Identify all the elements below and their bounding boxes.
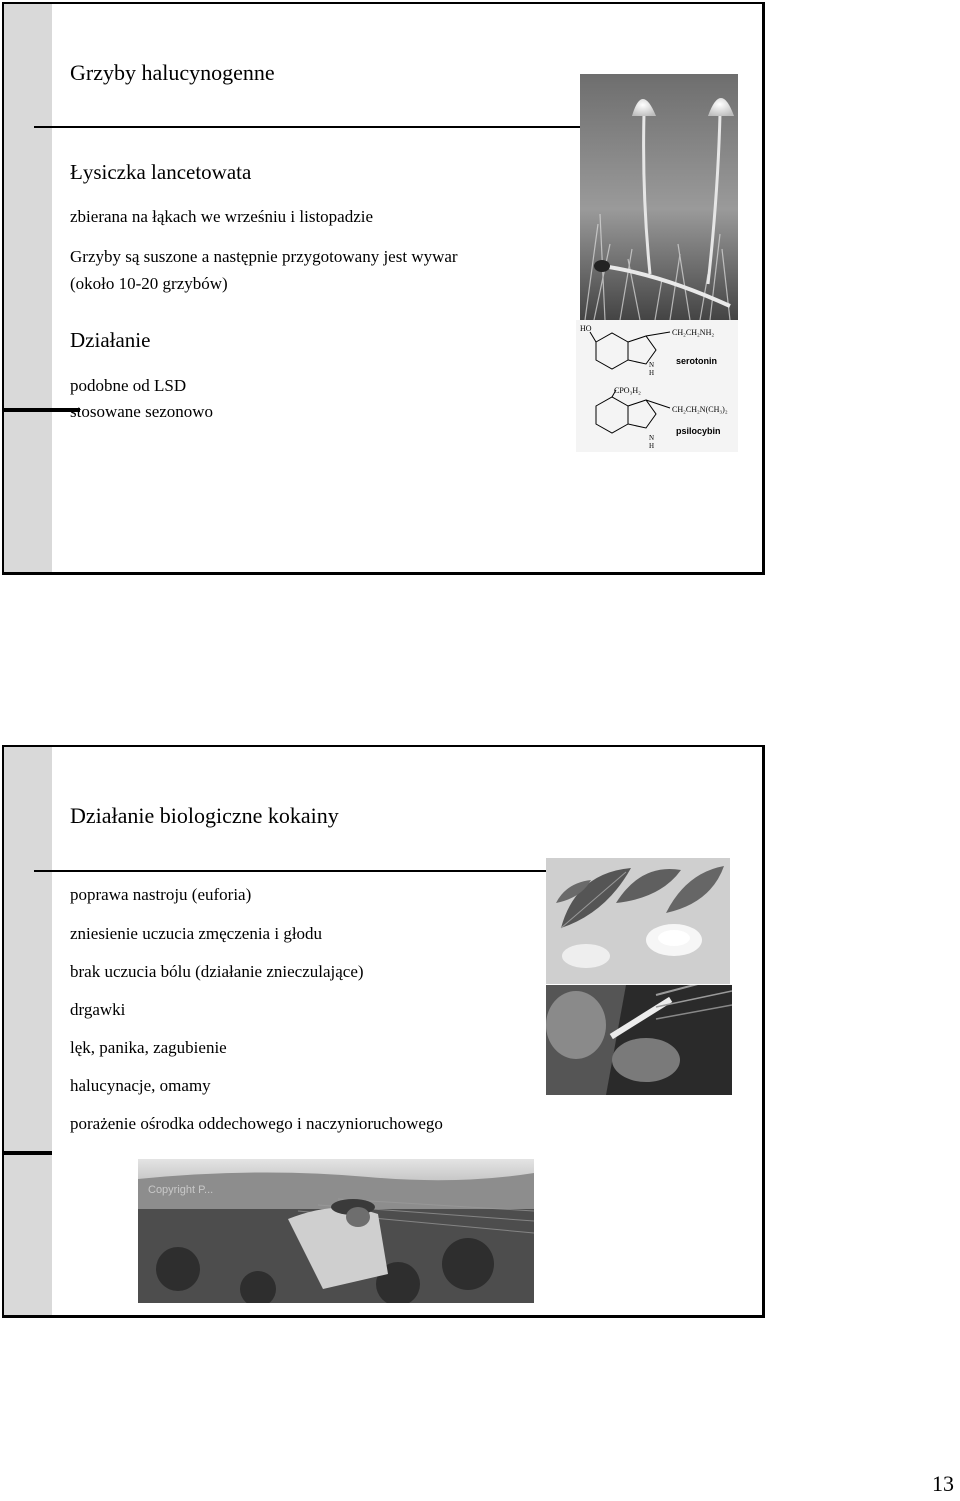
- text-line: zbierana na łąkach we wrześniu i listopadzie: [70, 207, 374, 226]
- text-line: Grzyby są suszone a następnie przygotowany jest wywar: [70, 247, 458, 266]
- side-rule: [4, 1151, 52, 1155]
- list-item: drgawki: [70, 1000, 126, 1019]
- chem-nitrogen: N: [649, 434, 655, 442]
- chem-hydrogen: H: [649, 442, 655, 450]
- list-item: halucynacje, omamy: [70, 1076, 211, 1095]
- text-line: podobne od LSD: [70, 376, 187, 395]
- molecule-name: psilocybin: [676, 426, 721, 436]
- cocaine-use-photo: [546, 985, 732, 1095]
- side-rule: [4, 408, 80, 412]
- list-item: zniesienie uczucia zmęczenia i głodu: [70, 924, 323, 943]
- mushroom-name: Łysiczka lancetowata: [70, 160, 252, 184]
- slide-2: [2, 745, 765, 1318]
- title-rule: [34, 870, 546, 872]
- page-number: 13: [932, 1471, 954, 1496]
- coca-field-photo: [138, 1159, 534, 1303]
- slide-title: Działanie biologiczne kokainy: [70, 803, 339, 828]
- chem-substituent: CPO₃H₂: [614, 386, 641, 395]
- chem-nitrogen: N: [649, 361, 655, 369]
- text-line: (około 10-20 grzybów): [70, 274, 228, 293]
- list-item: poprawa nastroju (euforia): [70, 885, 252, 904]
- text-line: stosowane sezonowo: [70, 402, 214, 421]
- slide-side-bar: [4, 747, 52, 1315]
- slide-side-bar: [4, 4, 52, 572]
- chem-chain: CH₂CH₂N(CH₃)₂: [672, 405, 728, 414]
- slide-1: [2, 2, 765, 575]
- mushroom-photo: [580, 74, 738, 320]
- molecule-name: serotonin: [676, 356, 718, 366]
- section-heading: Działanie: [70, 328, 151, 352]
- watermark-text: Copyright P...: [148, 1184, 214, 1196]
- chem-substituent: HO: [580, 324, 592, 333]
- list-item: brak uczucia bólu (działanie znieczulające): [70, 962, 364, 981]
- slide-title: Grzyby halucynogenne: [70, 60, 275, 85]
- chem-hydrogen: H: [649, 369, 655, 377]
- title-rule: [34, 126, 594, 128]
- list-item: lęk, panika, zagubienie: [70, 1038, 227, 1057]
- chemical-structures: [576, 320, 738, 452]
- chem-chain: CH₂CH₂NH₂: [672, 328, 715, 337]
- coca-leaves-photo: [546, 858, 730, 984]
- list-item: porażenie ośrodka oddechowego i naczynioruchowego: [70, 1114, 443, 1133]
